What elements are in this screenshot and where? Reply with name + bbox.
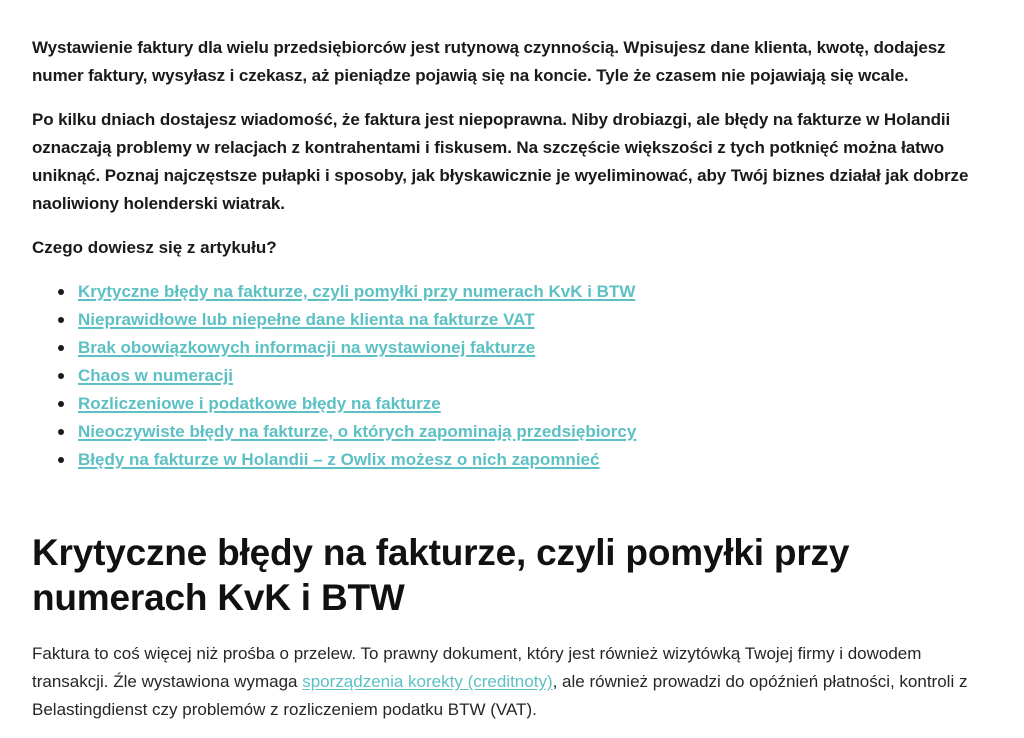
toc-link-nieoczywiste-bledy[interactable]: Nieoczywiste błędy na fakturze, o których zapominają przedsiębiorcy — [78, 422, 637, 441]
section-text-before-link: Faktura to coś więcej niż prośba o przelew. To prawny dokument, który jest również wizytówką Twojej firmy i dowodem transakcji. Źle wystawiona wymaga — [32, 644, 922, 691]
creditnota-link[interactable]: sporządzenia korekty (creditnoty) — [302, 672, 553, 691]
toc-item — [78, 334, 992, 362]
toc-link-dane-klienta[interactable]: Nieprawidłowe lub niepełne dane klienta na fakturze VAT — [78, 310, 535, 329]
toc-item — [78, 306, 992, 334]
toc-title: Czego dowiesz się z artykułu? — [32, 238, 277, 257]
article — [32, 0, 992, 724]
table-of-contents — [32, 278, 992, 474]
bullet-icon — [58, 457, 64, 463]
toc-link-obowiazkowe-informacje[interactable]: Brak obowiązkowych informacji na wystawionej fakturze — [78, 338, 536, 357]
intro-paragraph-1: Wystawienie faktury dla wielu przedsiębiorców jest rutynową czynnością. Wpisujesz dane klienta, kwotę, dodajesz numer faktury, wysyłasz i czekasz, aż pieniądze pojawią się na koncie. Tyle że czasem nie pojawiają się wcale. — [32, 38, 946, 85]
section-text-after-link: , ale również prowadzi do opóźnień płatności, kontroli z Belastingdienst czy problemów z rozliczeniem podatku BTW (VAT). — [32, 672, 968, 719]
toc-link-bledy-podatkowe[interactable]: Rozliczeniowe i podatkowe błędy na fakturze — [78, 394, 441, 413]
toc-link-krytyczne-bledy[interactable]: Krytyczne błędy na fakturze, czyli pomyłki przy numerach KvK i BTW — [78, 282, 636, 301]
section-paragraph — [32, 640, 992, 724]
toc-link-owlix[interactable]: Błędy na fakturze w Holandii – z Owlix możesz o nich zapomnieć — [78, 450, 600, 469]
intro-paragraph-2: Po kilku dniach dostajesz wiadomość, że faktura jest niepoprawna. Niby drobiazgi, ale błędy na fakturze w Holandii oznaczają problemy w relacjach z kontrahentami i fiskusem. Na szczęście większości z tych potknięć można łatwo uniknąć. Poznaj najczęstsze pułapki i sposoby, jak błyskawicznie je wyeliminować, aby Twój biznes działał jak dobrze naoliwiony holenderski wiatrak. — [32, 110, 969, 213]
bullet-icon — [58, 373, 64, 379]
bullet-icon — [58, 317, 64, 323]
bullet-icon — [58, 289, 64, 295]
toc-item — [78, 446, 992, 474]
bullet-icon — [58, 345, 64, 351]
toc-item — [78, 278, 992, 306]
toc-item — [78, 390, 992, 418]
bullet-icon — [58, 429, 64, 435]
section-heading: Krytyczne błędy na fakturze, czyli pomyłki przy numerach KvK i BTW — [32, 532, 850, 618]
toc-item — [78, 362, 992, 390]
toc-item — [78, 418, 992, 446]
bullet-icon — [58, 401, 64, 407]
toc-link-chaos-numeracji[interactable]: Chaos w numeracji — [78, 366, 233, 385]
